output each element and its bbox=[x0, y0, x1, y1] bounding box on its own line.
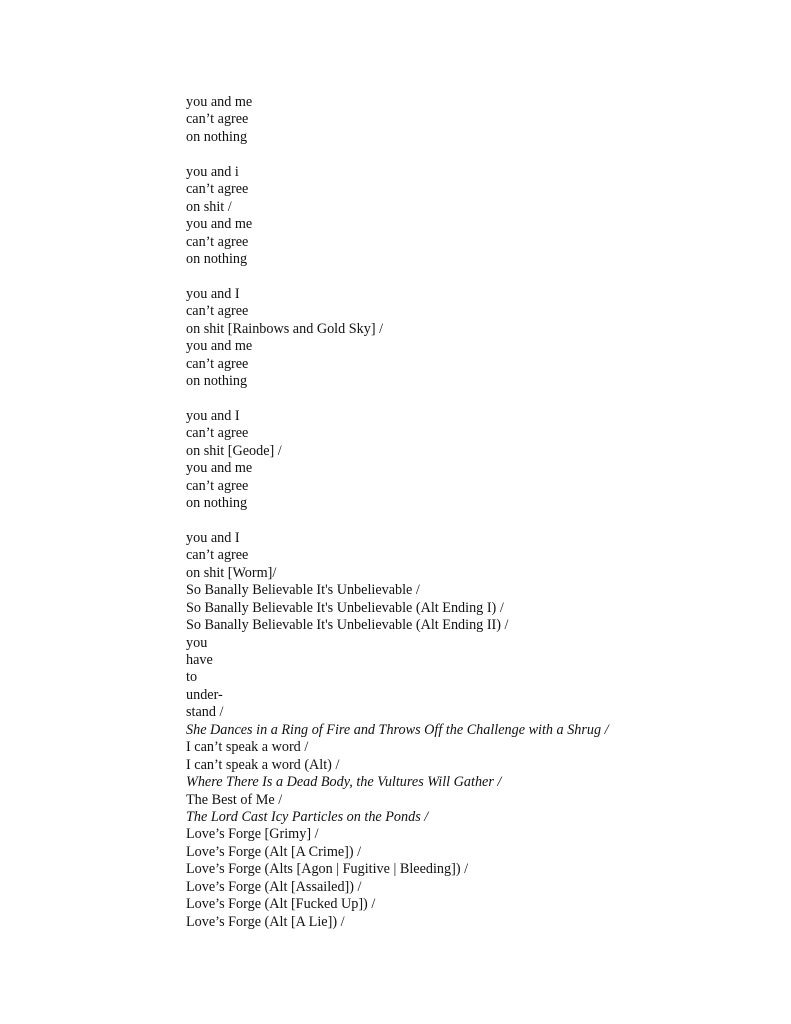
poem-line: can’t agree bbox=[186, 425, 249, 442]
poem-line: can’t agree bbox=[186, 233, 249, 250]
poem-line: you and I bbox=[186, 285, 240, 302]
poem-line: So Banally Believable It's Unbelievable / bbox=[186, 582, 420, 599]
poem-line: on nothing bbox=[186, 128, 248, 145]
poem-line: Love’s Forge (Alt [Fucked Up]) / bbox=[186, 896, 376, 913]
poem-line: Love’s Forge (Alt [Assailed]) / bbox=[186, 878, 362, 895]
poem-text bbox=[186, 94, 746, 931]
stanza-break bbox=[186, 146, 746, 163]
stanza-break bbox=[186, 390, 746, 407]
poem-line: on shit / bbox=[186, 198, 232, 215]
poem-line: on nothing bbox=[186, 495, 248, 512]
poem-line: you and me bbox=[186, 216, 253, 233]
stanza-break bbox=[186, 268, 746, 285]
poem-line: Love’s Forge [Grimy] / bbox=[186, 826, 319, 843]
poem-line: under- bbox=[186, 686, 223, 703]
poem-line: Love’s Forge (Alts [Agon | Fugitive | Bleeding]) / bbox=[186, 861, 469, 878]
poem-line: can’t agree bbox=[186, 547, 249, 564]
poem-line: to bbox=[186, 669, 198, 686]
poem-line: you bbox=[186, 634, 208, 651]
poem-line: I can’t speak a word (Alt) / bbox=[186, 756, 340, 773]
poem-line: stand / bbox=[186, 704, 224, 721]
poem-line: you and I bbox=[186, 407, 240, 424]
stanza bbox=[186, 408, 746, 513]
poem-line: can’t agree bbox=[186, 355, 249, 372]
poem-line: you and I bbox=[186, 529, 240, 546]
poem-line: have bbox=[186, 652, 213, 668]
poem-line: So Banally Believable It's Unbelievable (Alt Ending I) / bbox=[186, 599, 504, 616]
poem-line: you and i bbox=[186, 163, 239, 180]
poem-line: She Dances in a Ring of Fire and Throws Off the Challenge with a Shrug / bbox=[186, 721, 609, 738]
stanza bbox=[186, 164, 746, 269]
poem-line: The Lord Cast Icy Particles on the Ponds / bbox=[186, 808, 429, 825]
poem-line: can’t agree bbox=[186, 111, 249, 128]
poem-line: on shit [Geode] / bbox=[186, 442, 282, 459]
poem-line: you and me bbox=[186, 94, 253, 110]
poem-line: Where There Is a Dead Body, the Vultures Will Gather / bbox=[186, 774, 502, 791]
poem-line: can’t agree bbox=[186, 303, 249, 320]
poem-line: I can’t speak a word / bbox=[186, 739, 309, 756]
poem-line: you and me bbox=[186, 460, 253, 477]
stanza bbox=[186, 286, 746, 391]
poem-line: can’t agree bbox=[186, 181, 249, 198]
poem-line: Love’s Forge (Alt [A Lie]) / bbox=[186, 913, 345, 930]
poem-line: you and me bbox=[186, 338, 253, 355]
poem-line: So Banally Believable It's Unbelievable (Alt Ending II) / bbox=[186, 617, 509, 634]
poem-line: on shit [Rainbows and Gold Sky] / bbox=[186, 320, 384, 337]
stanza bbox=[186, 94, 746, 146]
poem-line: on shit [Worm]/ bbox=[186, 564, 277, 581]
poem-line: The Best of Me / bbox=[186, 791, 283, 808]
stanza-break bbox=[186, 513, 746, 530]
poem-line: on nothing bbox=[186, 373, 248, 389]
stanza bbox=[186, 530, 746, 931]
poem-line: on nothing bbox=[186, 250, 248, 267]
poem-line: can’t agree bbox=[186, 477, 249, 494]
poem-line: Love’s Forge (Alt [A Crime]) / bbox=[186, 843, 362, 860]
